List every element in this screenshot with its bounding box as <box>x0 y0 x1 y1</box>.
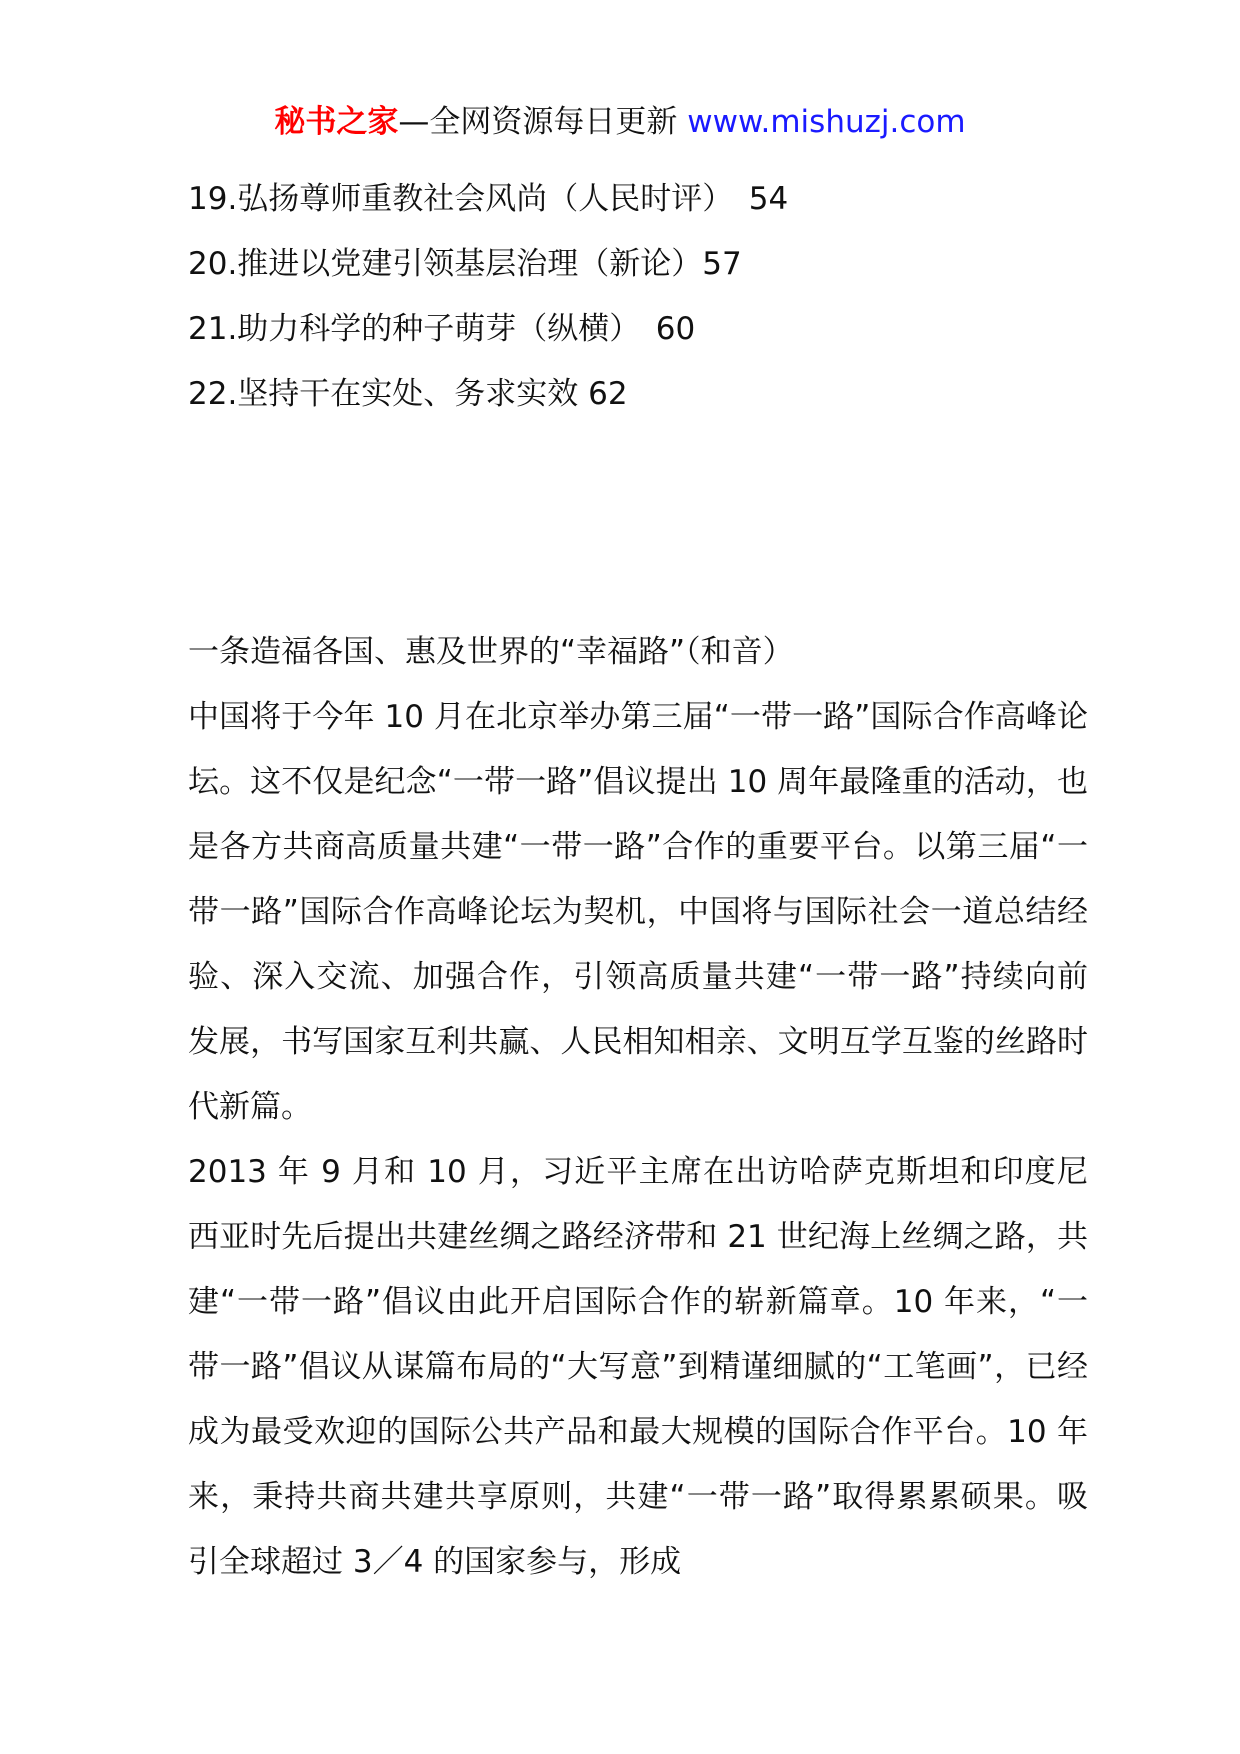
header-tagline: —全网资源每日更新 <box>398 104 688 140</box>
toc-item: 20.推进以党建引领基层治理（新论）57 <box>188 246 742 282</box>
header-site-link[interactable]: www.mishuzj.com <box>687 104 966 140</box>
article <box>188 620 1088 1595</box>
toc-item: 19.弘扬尊师重教社会风尚（人民时评） 54 <box>188 181 789 217</box>
header-brand: 秘书之家 <box>274 104 399 140</box>
toc-item: 21.助力科学的种子萌芽（纵横） 60 <box>188 311 696 347</box>
toc-item: 22.坚持干在实处、务求实效 62 <box>188 376 628 412</box>
table-of-contents <box>188 167 1088 427</box>
article-title: 一条造福各国、惠及世界的“幸福路”（和音） <box>188 634 794 670</box>
page-header <box>0 100 1240 144</box>
article-paragraph: 中国将于今年 10 月在北京举办第三届“一带一路”国际合作高峰论坛。这不仅是纪念“一带一路”倡议提出 10 周年最隆重的活动，也是各方共商高质量共建“一带一路”合作的重要平台。以第三届“一带一路”国际合作高峰论坛为契机，中国将与国际社会一道总结经验、深入交流、加强合作，引领高质量共建“一带一路”持续向前发展，书写国家互利共赢、人民相知相亲、文明互学互鉴的丝路时代新篇。 <box>188 699 1088 1125</box>
article-paragraph: 2013 年 9 月和 10 月，习近平主席在出访哈萨克斯坦和印度尼西亚时先后提出共建丝绸之路经济带和 21 世纪海上丝绸之路，共建“一带一路”倡议由此开启国际合作的崭新篇章。10 年来，“一带一路”倡议从谋篇布局的“大写意”到精谨细腻的“工笔画”，已经成为最受欢迎的国际公共产品和最大规模的国际合作平台。10 年来，秉持共商共建共享原则，共建“一带一路”取得累累硕果。吸引全球超过 3／4 的国家参与，形成 <box>188 1154 1088 1580</box>
